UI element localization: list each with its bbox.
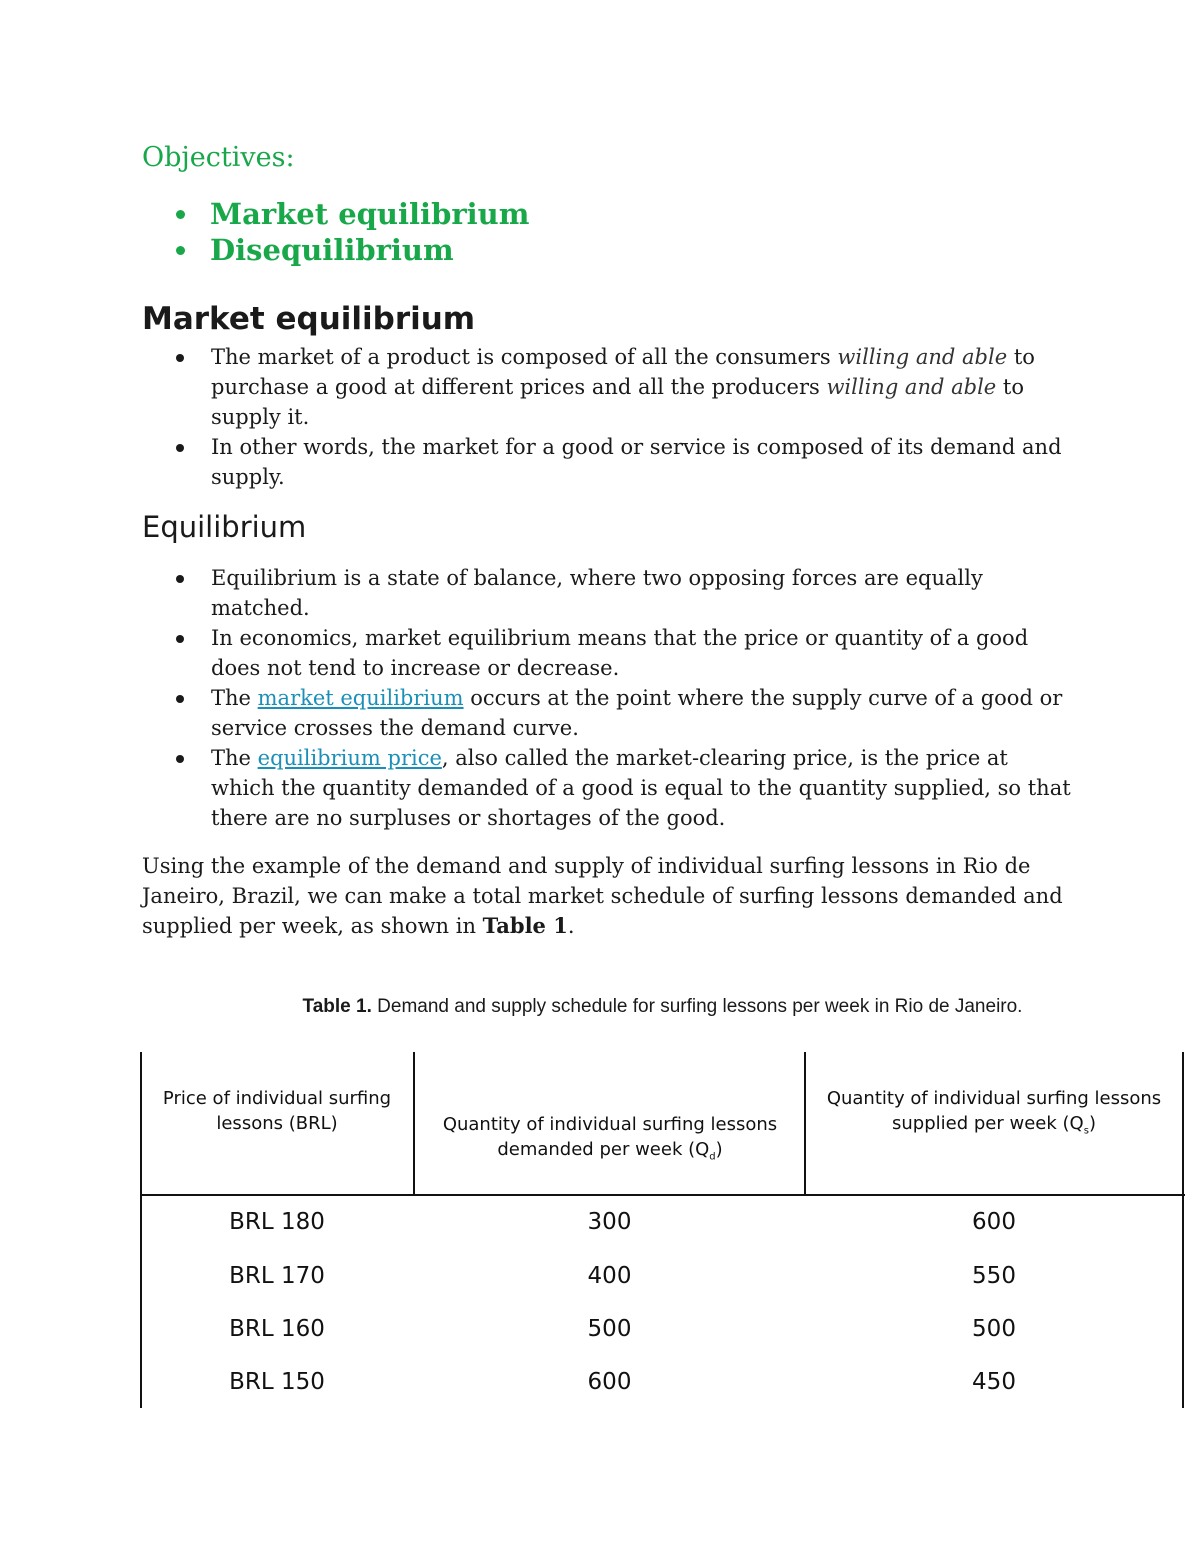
table-border <box>804 1052 806 1196</box>
bullet-text: to supply it. <box>211 375 1024 429</box>
bullet-text: , also called the market-clearing price, is the price at which the quantity demanded of a good is equal to the quantity supplied, so that there are no surpluses or shortages of the good. <box>211 746 1071 830</box>
header-subscript: d <box>709 1151 716 1163</box>
header-subscript: s <box>1083 1125 1089 1137</box>
objective-item: Market equilibrium <box>142 196 529 232</box>
header-text: Quantity of individual surfing lessons supplied per week (Q <box>826 1088 1162 1134</box>
emphasis-text: willing and able <box>826 375 997 399</box>
objectives-title: Objectives: <box>142 142 295 173</box>
cell-demanded: 600 <box>587 1369 632 1395</box>
equilibrium-bullet-2: In economics, market equilibrium means that the price or quantity of a good does not tend to increase or decrease. <box>142 623 1072 683</box>
bullet-text: to purchase a good at different prices and all the producers <box>211 345 1035 399</box>
equilibrium-heading: Equilibrium <box>142 510 307 544</box>
objective-item: Disequilibrium <box>142 232 529 268</box>
header-demanded <box>430 1112 790 1170</box>
cell-price: BRL 170 <box>229 1263 325 1289</box>
equilibrium-bullet-4 <box>142 743 1072 833</box>
market-equilibrium-heading: Market equilibrium <box>142 301 476 337</box>
cell-price: BRL 160 <box>229 1316 325 1342</box>
schedule-table <box>140 1052 1185 1408</box>
market-equilibrium-link[interactable]: market equilibrium <box>257 686 464 710</box>
bullet-text: The <box>211 686 258 710</box>
cell-demanded: 500 <box>587 1316 632 1342</box>
table-border <box>413 1052 415 1196</box>
bullet-text: The <box>211 746 258 770</box>
emphasis-text: willing and able <box>837 345 1008 369</box>
market-bullet-1 <box>142 342 1072 432</box>
cell-supplied: 500 <box>972 1316 1016 1342</box>
cell-price: BRL 150 <box>229 1369 325 1395</box>
cell-demanded: 300 <box>587 1209 632 1235</box>
equilibrium-bullet-3 <box>142 683 1072 743</box>
cell-price: BRL 180 <box>229 1209 325 1235</box>
header-text: ) <box>715 1139 723 1160</box>
bullet-text: occurs at the point where the supply curve of a good or service crosses the demand curve. <box>211 686 1063 740</box>
cell-supplied: 550 <box>972 1263 1016 1289</box>
table-reference: Table 1 <box>482 913 568 938</box>
market-bullet-2: In other words, the market for a good or service is composed of its demand and supply. <box>142 432 1072 492</box>
table-caption <box>0 996 1200 1018</box>
objectives-list <box>142 196 529 268</box>
cell-supplied: 450 <box>972 1369 1016 1395</box>
table-header-rule <box>140 1194 1185 1196</box>
caption-text: Demand and supply schedule for surfing lessons per week in Rio de Janeiro. <box>371 996 1023 1017</box>
equilibrium-price-link[interactable]: equilibrium price <box>257 746 442 770</box>
cell-demanded: 400 <box>587 1263 632 1289</box>
bullet-text: The market of a product is composed of all the consumers <box>211 345 838 369</box>
header-text: Quantity of individual surfing lessons demanded per week (Q <box>442 1114 778 1160</box>
paragraph-end: . <box>567 914 575 938</box>
intro-paragraph <box>142 851 1072 941</box>
table-border <box>140 1052 142 1194</box>
header-text: ) <box>1088 1113 1096 1134</box>
caption-label: Table 1. <box>302 996 372 1017</box>
equilibrium-bullet-1: Equilibrium is a state of balance, where two opposing forces are equally matched. <box>142 563 1072 623</box>
header-price: Price of individual surfing lessons (BRL) <box>162 1088 392 1134</box>
market-bullets <box>142 342 1072 492</box>
equilibrium-bullets <box>142 563 1072 833</box>
header-supplied <box>824 1086 1164 1144</box>
cell-supplied: 600 <box>972 1209 1016 1235</box>
paragraph-text: Using the example of the demand and supply of individual surfing lessons in Rio de Janeiro, Brazil, we can make a total market schedule of surfing lessons demanded and supplied per week, as shown in <box>142 854 1063 938</box>
